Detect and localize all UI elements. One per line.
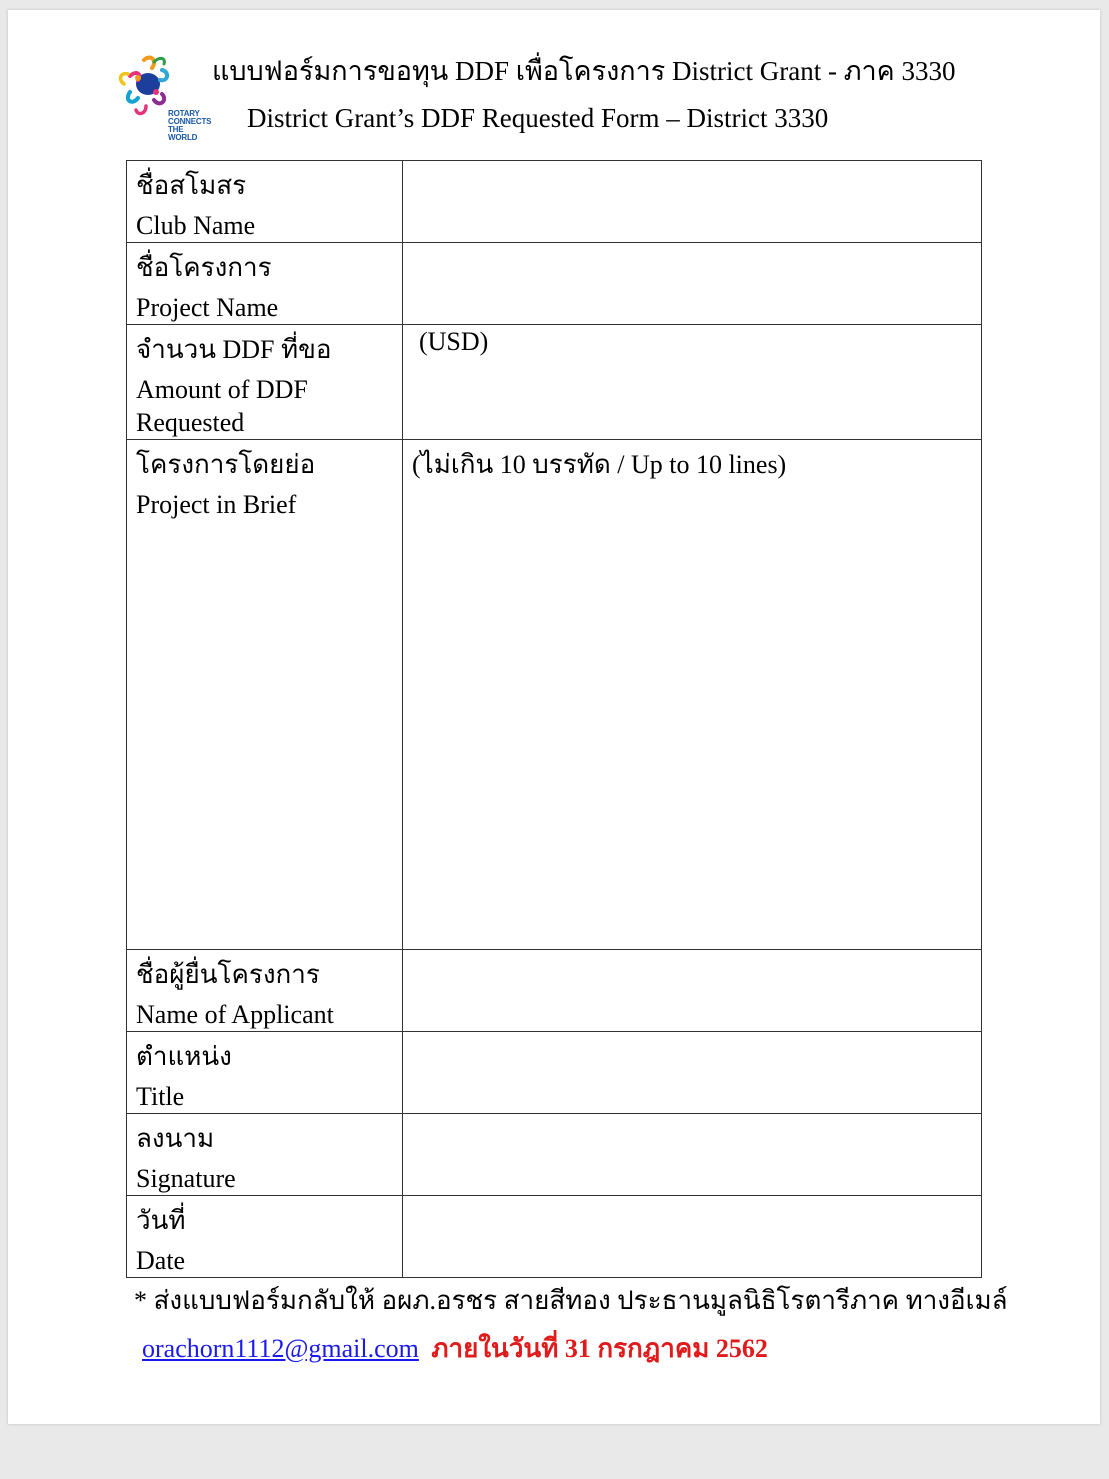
applicant-name-field[interactable] [403, 950, 982, 1032]
logo-text-line: THE WORLD [168, 125, 198, 142]
field-label-cell [127, 1114, 403, 1196]
field-label-cell [127, 325, 403, 440]
logo-text-line: ROTARY [168, 109, 200, 118]
field-label-english: Club Name [136, 211, 256, 240]
form-title-thai: แบบฟอร์มการขอทุน DDF เพื่อโครงการ District Grant - ภาค 3330 [212, 56, 956, 86]
deadline-text: ภายในวันที่ 31 กรกฎาคม 2562 [431, 1334, 768, 1363]
project-name-field[interactable] [403, 243, 982, 325]
submission-instruction: * ส่งแบบฟอร์มกลับให้ อผภ.อรชร สายสีทอง ประธานมูลนิธิโรตารีภาค ทางอีเมล์ [134, 1286, 1008, 1315]
project-brief-field[interactable] [403, 440, 982, 950]
field-label-english: Project Name [136, 293, 279, 322]
field-label-english: Amount of DDF Requested [136, 375, 308, 437]
field-label-thai: ตำแหน่ง [136, 1042, 232, 1071]
form-row-signature [127, 1114, 982, 1196]
field-label-english: Name of Applicant [136, 1000, 334, 1029]
form-row-club-name [127, 161, 982, 243]
field-label-english: Title [136, 1082, 185, 1111]
email-link[interactable]: orachorn1112@gmail.com [142, 1334, 419, 1363]
field-label-english: Signature [136, 1164, 236, 1193]
field-label-english: Date [136, 1246, 186, 1275]
form-row-project-name [127, 243, 982, 325]
title-field[interactable] [403, 1032, 982, 1114]
field-label-thai: ลงนาม [136, 1124, 215, 1153]
date-field[interactable] [403, 1196, 982, 1278]
application-form-table [126, 160, 982, 1278]
submission-contact [142, 1332, 768, 1366]
field-label-thai: ชื่อสโมสร [136, 171, 247, 200]
field-label-thai: โครงการโดยย่อ [136, 450, 316, 479]
field-label-cell [127, 1032, 403, 1114]
field-label-cell [127, 161, 403, 243]
field-label-thai: ชื่อโครงการ [136, 253, 272, 282]
field-label-cell [127, 440, 403, 950]
form-row-applicant [127, 950, 982, 1032]
line-limit-note: (ไม่เกิน 10 บรรทัด / Up to 10 lines) [412, 450, 787, 479]
field-label-thai: ชื่อผู้ยื่นโครงการ [136, 960, 320, 989]
form-row-project-brief [127, 440, 982, 950]
club-name-field[interactable] [403, 161, 982, 243]
logo-text [168, 110, 212, 142]
rotary-logo [116, 50, 212, 140]
form-row-date [127, 1196, 982, 1278]
amount-field[interactable] [403, 325, 982, 440]
field-label-thai: วันที่ [136, 1206, 186, 1235]
form-title-english: District Grant’s DDF Requested Form – District 3330 [247, 103, 829, 133]
field-label-cell [127, 243, 403, 325]
field-label-cell [127, 1196, 403, 1278]
field-label-english: Project in Brief [136, 490, 297, 519]
signature-field[interactable] [403, 1114, 982, 1196]
form-row-amount [127, 325, 982, 440]
form-page [8, 10, 1100, 1424]
field-label-thai: จำนวน DDF ที่ขอ [136, 335, 332, 364]
logo-text-line: CONNECTS [168, 117, 212, 126]
rotary-wheel-icon [116, 50, 176, 122]
currency-note: (USD) [419, 327, 489, 356]
field-label-cell [127, 950, 403, 1032]
form-row-title [127, 1032, 982, 1114]
